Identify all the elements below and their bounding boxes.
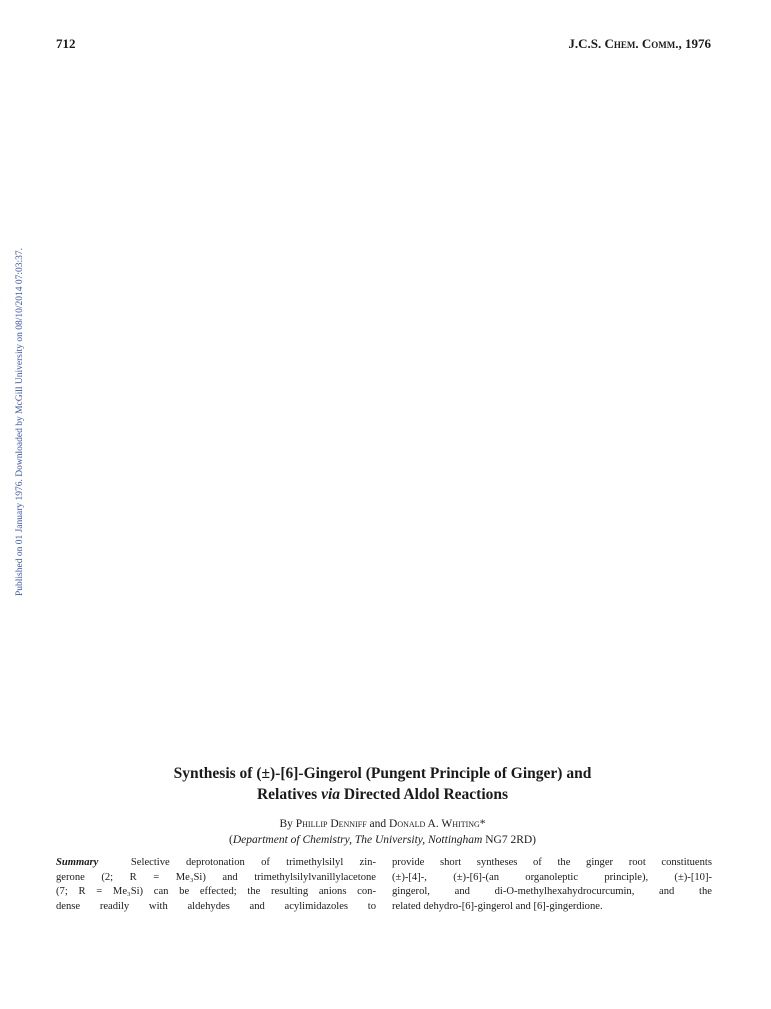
- summary-line: gerone (2; R = Me₃Si) and trimethylsilylvanillylacetone: [56, 871, 376, 883]
- summary-label: Summary: [56, 857, 99, 868]
- affil-department: Department of Chemistry, The University, Nottingham: [232, 834, 483, 846]
- affil-postcode: NG7 2RD): [482, 834, 536, 846]
- summary-text: Selective deprotonation of trimethylsilyl zin-: [130, 857, 376, 868]
- author-and: and: [366, 818, 390, 830]
- author-line: [56, 818, 709, 830]
- summary-line: gingerol, and di-O-methylhexahydrocurcumin, and the: [392, 886, 712, 898]
- author-by: By: [279, 818, 296, 830]
- title-via: via: [321, 786, 341, 803]
- journal-year: , 1976: [678, 36, 711, 51]
- download-notice-text: Published on 01 January 1976. Downloaded by McGill University on 08/10/2014 07:03:37.: [15, 247, 25, 596]
- summary-left-column: [56, 856, 376, 914]
- article-title: [56, 763, 709, 805]
- journal-abbrev: J.C.S.: [568, 36, 602, 51]
- title-line-2: [56, 784, 709, 805]
- summary-right-column: [392, 856, 712, 914]
- summary-line: dense readily with aldehydes and acylimidazoles to: [56, 900, 376, 912]
- journal-header: [568, 36, 711, 52]
- page-number: 712: [56, 36, 76, 51]
- affiliation: [56, 834, 709, 846]
- download-notice: [4, 214, 25, 606]
- author-1: Phillip Denniff: [295, 818, 367, 830]
- summary-line: [56, 856, 376, 871]
- journal-name: Chem. Comm.: [604, 36, 679, 51]
- title-line-1: Synthesis of (±)-[6]-Gingerol (Pungent Principle of Ginger) and: [173, 765, 592, 782]
- summary-line: (7; R = Me₃Si) can be effected; the resulting anions con-: [56, 886, 376, 898]
- summary-line: provide short syntheses of the ginger root constituents: [392, 857, 712, 868]
- summary-line: related dehydro-[6]-gingerol and [6]-gingerdione.: [392, 900, 603, 912]
- author-2: Donald A. Whiting*: [389, 818, 486, 830]
- title-rest: Directed Aldol Reactions: [340, 786, 509, 803]
- summary-line: (±)-[4]-, (±)-[6]-(an organoleptic principle), (±)-[10]-: [392, 871, 712, 883]
- affil-open: (: [229, 834, 233, 846]
- title-relatives: Relatives: [256, 786, 322, 803]
